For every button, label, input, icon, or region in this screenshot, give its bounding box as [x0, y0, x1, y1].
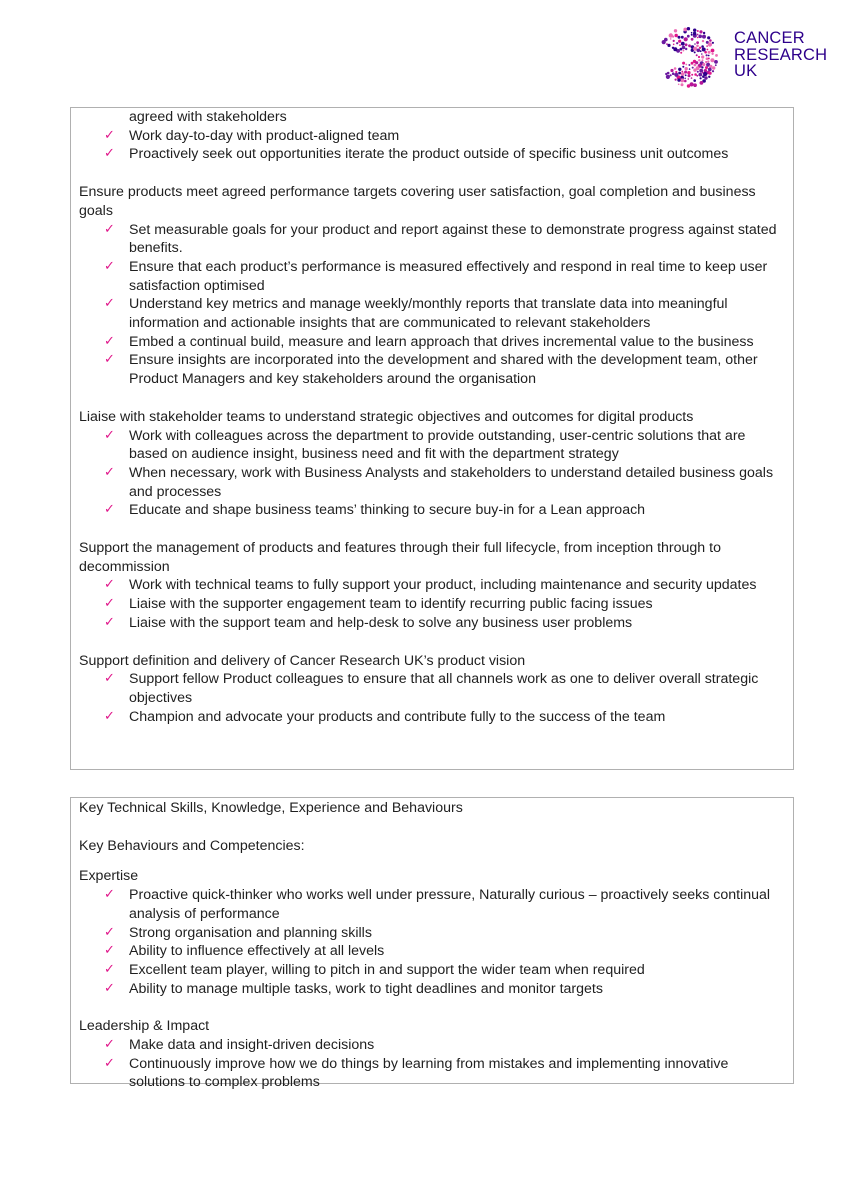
logo-dot — [691, 77, 693, 79]
logo-dot — [688, 64, 690, 66]
logo-dot — [698, 59, 700, 61]
check-mark-icon: ✓ — [104, 221, 115, 237]
logo-dot — [698, 56, 700, 58]
logo-dot — [681, 71, 683, 73]
logo-dot — [711, 49, 715, 53]
logo-dot — [687, 35, 690, 38]
logo-dot — [708, 42, 712, 46]
group-checklist — [79, 1036, 785, 1092]
logo-dot — [709, 72, 712, 75]
checklist-item — [79, 351, 785, 388]
logo-dot — [678, 40, 681, 43]
logo-dot — [687, 27, 690, 30]
logo-dot — [672, 72, 675, 75]
checklist-item-text: Ability to manage multiple tasks, work to tight deadlines and monitor targets — [129, 980, 603, 997]
checklist-item-text: Proactive quick-thinker who works well under pressure, Naturally curious – proactively seeks continual analysis of performance — [129, 887, 771, 922]
logo-dot — [710, 58, 714, 62]
logo-dot — [698, 73, 702, 77]
check-mark-icon: ✓ — [104, 1055, 115, 1071]
logo-dot — [674, 73, 678, 77]
logo-dot — [701, 66, 703, 68]
check-mark-icon: ✓ — [104, 502, 115, 518]
logo-dot — [696, 45, 699, 48]
check-mark-icon: ✓ — [104, 258, 115, 274]
logo-dot — [672, 47, 674, 49]
logo-dots-icon — [652, 25, 728, 89]
logo-dot — [669, 33, 673, 37]
section-heading: Liaise with stakeholder teams to understand strategic objectives and outcomes for digital products — [79, 408, 694, 425]
checklist-item — [79, 258, 785, 295]
logo-dot — [697, 71, 699, 73]
checklist-item — [79, 221, 785, 258]
check-mark-icon: ✓ — [104, 924, 115, 940]
logo-dot — [714, 60, 718, 64]
logo-dot — [678, 68, 681, 71]
logo-dot — [693, 32, 696, 35]
logo-dot — [707, 36, 710, 39]
logo-dot — [683, 50, 685, 52]
logo-dot — [678, 36, 681, 39]
skills-title: Key Technical Skills, Knowledge, Experience and Behaviours — [79, 800, 463, 816]
logo-dot — [705, 61, 707, 63]
logo-dot — [694, 64, 697, 67]
spacer — [79, 818, 785, 837]
logo-dot — [706, 57, 709, 60]
logo-dot — [678, 84, 680, 86]
responsibilities-box — [70, 107, 794, 770]
logo-dot — [712, 42, 714, 44]
checklist-item — [79, 924, 785, 943]
check-mark-icon: ✓ — [104, 614, 115, 630]
spacer — [79, 164, 785, 183]
check-mark-icon: ✓ — [104, 596, 115, 612]
group-heading: Leadership & Impact — [79, 1018, 210, 1035]
checklist-item — [79, 1036, 785, 1055]
logo-dot — [693, 29, 696, 32]
logo-dot — [665, 73, 667, 75]
logo-dot — [700, 81, 704, 85]
checklist-item — [79, 333, 785, 352]
checklist-item — [79, 464, 785, 501]
logo-dot — [693, 68, 696, 71]
logo-dot — [691, 62, 694, 65]
spacer — [79, 520, 785, 539]
logo-dot — [675, 34, 678, 37]
logo-dot — [703, 32, 705, 34]
section-checklist — [79, 221, 785, 389]
logo-dot — [691, 74, 693, 76]
checklist-item — [79, 670, 785, 707]
checklist-item-text: Work with technical teams to fully support your product, including maintenance and security updates — [129, 577, 757, 594]
logo-dot — [707, 60, 709, 62]
logo-dot — [681, 36, 684, 39]
logo-dot — [696, 54, 698, 56]
logo-dot — [704, 76, 707, 79]
check-mark-icon: ✓ — [104, 943, 115, 959]
logo-dot — [712, 66, 715, 69]
logo-dot — [711, 53, 713, 55]
logo-dot — [702, 63, 705, 66]
section-heading: Support definition and delivery of Cancer Research UK’s product vision — [79, 652, 526, 669]
checklist-item — [79, 708, 785, 727]
logo-dot — [680, 78, 684, 82]
logo-dot — [697, 49, 701, 53]
logo-dot — [688, 44, 691, 47]
checklist-item — [79, 295, 785, 332]
logo-dot — [709, 39, 712, 42]
checklist-item — [79, 961, 785, 980]
section-heading: Ensure products meet agreed performance targets covering user satisfaction, goal completion and business goals — [79, 184, 756, 219]
logo-dot — [666, 75, 670, 79]
logo-dot — [699, 30, 702, 33]
check-mark-icon: ✓ — [104, 464, 115, 480]
logo-dot — [685, 74, 687, 76]
check-mark-icon: ✓ — [104, 671, 115, 687]
logo-dot — [677, 78, 680, 81]
check-mark-icon: ✓ — [104, 577, 115, 593]
checklist-item — [79, 127, 785, 146]
logo-dot — [696, 75, 698, 77]
checklist-item — [79, 427, 785, 464]
logo-dot — [702, 35, 706, 39]
checklist-item-text: When necessary, work with Business Analysts and stakeholders to understand detailed business goals and processes — [129, 464, 774, 500]
logo-dot — [685, 64, 687, 66]
logo-dot — [708, 58, 710, 60]
logo-dot — [699, 47, 701, 49]
logo-dot — [682, 62, 685, 65]
group-heading: Expertise — [79, 868, 139, 885]
logo-dot — [693, 47, 697, 51]
logo-line-3: UK — [734, 62, 758, 80]
checklist-item — [79, 980, 785, 999]
logo-dot — [684, 37, 688, 41]
logo-dot — [684, 80, 687, 83]
logo-dot — [715, 64, 717, 66]
logo-dot — [702, 75, 705, 78]
logo-dot — [691, 34, 693, 36]
logo-dot — [666, 43, 668, 45]
check-mark-icon: ✓ — [104, 708, 115, 724]
spacer — [79, 633, 785, 652]
logo-dot — [674, 67, 677, 70]
logo-dot — [696, 41, 699, 44]
logo-dot — [693, 83, 697, 87]
logo-dot — [687, 71, 690, 74]
responsibility-sections — [79, 164, 785, 726]
logo-dot — [687, 84, 690, 87]
checklist-item — [79, 576, 785, 595]
check-mark-icon: ✓ — [104, 887, 115, 903]
checklist-item-text: Understand key metrics and manage weekly/monthly reports that translate data into meaningful information and actionable insights that are communicated to relevant stakeholders — [129, 296, 728, 332]
logo-dot — [685, 67, 688, 70]
section-checklist — [79, 576, 785, 632]
check-mark-icon: ✓ — [104, 146, 115, 162]
logo-dot — [681, 42, 685, 46]
logo-dot — [673, 44, 675, 46]
logo-dot — [697, 37, 699, 39]
logo-dot — [691, 38, 694, 41]
logo-dot — [702, 40, 704, 42]
logo-dot — [685, 48, 687, 50]
checklist-item-text: Work with colleagues across the department to provide outstanding, user-centric solutions that are based on audience insight, business need and fit with the department strategy — [129, 427, 746, 463]
logo-line-2: RESEARCH — [734, 45, 828, 64]
checklist-item — [79, 145, 785, 164]
logo-dot — [670, 69, 673, 72]
logo-dot — [685, 43, 688, 46]
logo-dot — [705, 66, 708, 69]
logo-line-1: CANCER — [734, 29, 805, 47]
logo-dot — [676, 42, 678, 44]
logo-dot — [708, 76, 710, 78]
logo-dot — [700, 50, 702, 52]
logo-dot — [701, 45, 704, 48]
logo-dot — [692, 67, 694, 69]
check-mark-icon: ✓ — [104, 333, 115, 349]
logo-dot — [684, 71, 687, 74]
check-mark-icon: ✓ — [104, 980, 115, 996]
check-mark-icon: ✓ — [104, 352, 115, 368]
check-mark-icon: ✓ — [104, 1037, 115, 1053]
checklist-item-text: Excellent team player, willing to pitch in and support the wider team when required — [129, 961, 645, 978]
logo-dot — [670, 74, 672, 76]
check-mark-icon: ✓ — [104, 127, 115, 143]
checklist-item-text: Ability to influence effectively at all levels — [129, 943, 385, 960]
logo-dot — [675, 79, 677, 81]
logo-dot — [702, 59, 704, 61]
logo-dot — [678, 72, 681, 75]
logo-dot — [704, 51, 707, 54]
logo-dot — [670, 38, 672, 40]
skills-subtitle: Key Behaviours and Competencies: — [79, 837, 305, 854]
checklist-item-text: Champion and advocate your products and contribute fully to the success of the team — [129, 708, 666, 725]
logo-dot — [701, 55, 704, 58]
logo-dot — [706, 54, 708, 56]
checklist-item-text: Work day-to-day with product-aligned team — [129, 127, 400, 144]
check-mark-icon: ✓ — [104, 296, 115, 312]
logo-dot — [691, 32, 693, 34]
checklist-item-text: Embed a continual build, measure and learn approach that drives incremental value to the business — [129, 333, 754, 350]
lead-checklist — [79, 127, 785, 164]
logo-dot — [715, 54, 718, 57]
checklist-item — [79, 942, 785, 961]
logo-dot — [689, 68, 691, 70]
checklist-item — [79, 1055, 785, 1092]
logo-dot — [681, 83, 684, 86]
logo-dot — [706, 45, 708, 47]
checklist-item — [79, 501, 785, 520]
cancer-research-uk-logo — [652, 25, 827, 89]
logo-dot — [697, 30, 699, 32]
logo-dot — [708, 55, 710, 57]
logo-dot — [708, 51, 711, 54]
section-checklist — [79, 427, 785, 521]
continued-text: agreed with stakeholders — [129, 109, 287, 125]
logo-dot — [679, 44, 681, 46]
logo-dot — [688, 74, 691, 77]
logo-dot — [680, 52, 682, 54]
logo-wordmark — [734, 30, 827, 80]
checklist-item-text: Make data and insight-driven decisions — [129, 1037, 375, 1054]
logo-dot — [707, 49, 709, 51]
logo-dot — [688, 78, 690, 80]
spacer — [79, 389, 785, 408]
checklist-item-text: Strong organisation and planning skills — [129, 924, 372, 941]
logo-dot — [674, 29, 677, 32]
section-checklist — [79, 670, 785, 726]
checklist-item-text: Proactively seek out opportunities iterate the product outside of specific business unit outcomes — [129, 146, 729, 163]
logo-dot — [700, 77, 702, 79]
spacer — [79, 998, 785, 1017]
logo-dot — [697, 34, 699, 36]
checklist-item-text: Ensure insights are incorporated into the development and shared with the development team, other Product Managers and key stakeholders around the organisation — [129, 352, 758, 388]
logo-dot — [698, 35, 702, 39]
competency-groups — [79, 855, 785, 1092]
check-mark-icon: ✓ — [104, 427, 115, 443]
checklist-item-text: Set measurable goals for your product and report against these to demonstrate progress against stated benefits. — [129, 221, 777, 257]
logo-dot — [702, 48, 706, 52]
logo-dot — [684, 78, 686, 80]
logo-dot — [664, 38, 668, 42]
logo-dot — [701, 53, 703, 55]
logo-dot — [673, 40, 675, 42]
check-mark-icon: ✓ — [104, 961, 115, 977]
checklist-item-text: Liaise with the supporter engagement team to identify recurring public facing issues — [129, 596, 653, 613]
spacer — [79, 855, 785, 867]
checklist-item-text: Ensure that each product’s performance is measured effectively and respond in real time to keep user satisfaction optimised — [129, 258, 768, 294]
checklist-item-text: Liaise with the support team and help-desk to solve any business user problems — [129, 614, 633, 631]
checklist-item-text: Support fellow Product colleagues to ensure that all channels work as one to deliver overall strategic objectives — [129, 671, 759, 706]
checklist-item-text: Educate and shape business teams’ thinking to secure buy-in for a Lean approach — [129, 502, 646, 519]
logo-dot — [694, 43, 696, 45]
checklist-item — [79, 886, 785, 923]
logo-dot — [693, 79, 696, 82]
logo-dot — [681, 72, 685, 76]
logo-dot — [682, 46, 686, 50]
checklist-item-text: Continuously improve how we do things by learning from mistakes and implementing innovative solutions to complex problems — [129, 1055, 729, 1091]
checklist-item — [79, 595, 785, 614]
group-checklist — [79, 886, 785, 998]
logo-dot — [682, 66, 684, 68]
section-heading: Support the management of products and features through their full lifecycle, from inception through to decommission — [79, 540, 721, 575]
logo-dot — [712, 70, 714, 72]
logo-dot — [694, 51, 696, 53]
skills-box — [70, 797, 794, 1091]
checklist-item — [79, 614, 785, 633]
logo-dot — [683, 28, 687, 32]
